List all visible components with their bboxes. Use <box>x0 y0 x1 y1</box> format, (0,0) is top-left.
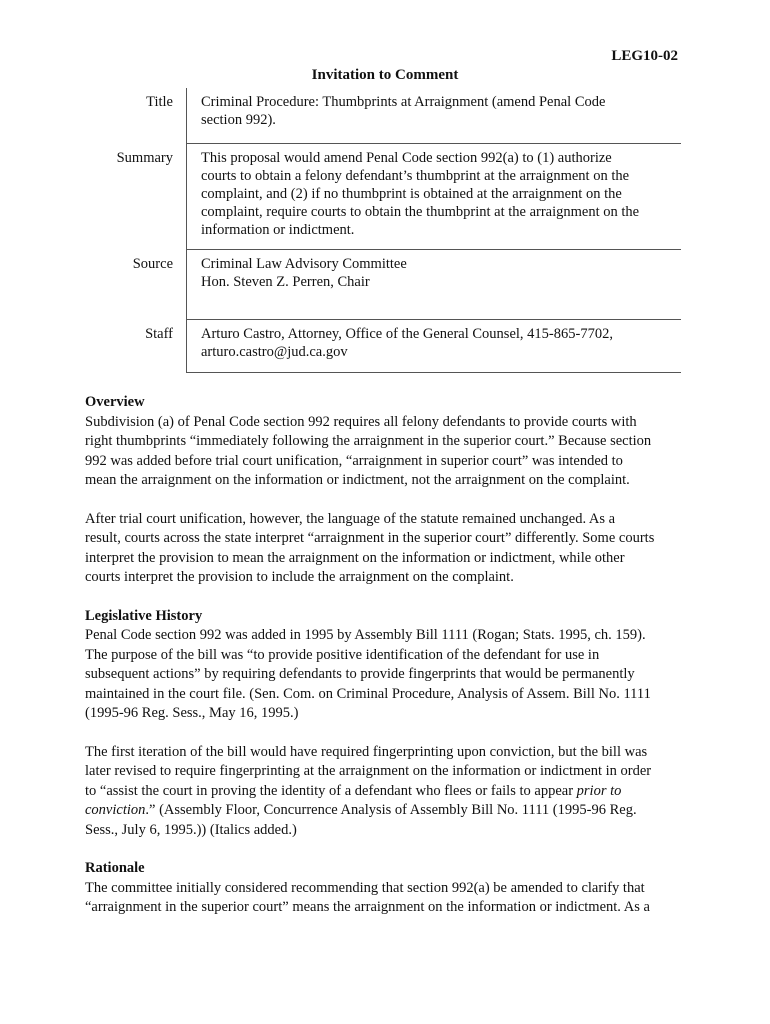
text-line: This proposal would amend Penal Code section 992(a) to (1) authorize <box>201 150 612 166</box>
section-heading-legislative-history: Legislative History <box>85 607 203 624</box>
text-line: The committee initially considered recommending that section 992(a) be amended to clarify that <box>85 879 645 896</box>
row-content-source <box>187 250 681 320</box>
text-line: 992 was added before trial court unification, “arraignment in superior court” was intended to <box>85 452 623 469</box>
text-line: Hon. Steven Z. Perren, Chair <box>201 274 370 290</box>
text-line: .” (Assembly Floor, Concurrence Analysis of Assembly Bill No. 1111 (1995-96 Reg. <box>145 802 637 818</box>
text-line: arturo.castro@jud.ca.gov <box>201 344 348 360</box>
text-line: Sess., July 6, 1995.)) (Italics added.) <box>85 821 297 838</box>
text-line: “arraignment in the superior court” means the arraignment on the information or indictment. As a <box>85 899 650 915</box>
text-line: result, courts across the state interpret “arraignment in the superior court” differently. Some courts <box>85 530 655 546</box>
summary-table <box>85 88 681 373</box>
italic-text: conviction <box>85 802 146 818</box>
text-line: information or indictment. <box>201 222 355 238</box>
row-label-title: Title <box>146 94 173 110</box>
text-line: maintained in the court file. (Sen. Com. on Criminal Procedure, Analysis of Assem. Bill No. 1111 <box>85 685 651 702</box>
text-line: After trial court unification, however, the language of the statute remained unchanged. As a <box>85 510 616 527</box>
text-line: right thumbprints “immediately following the arraignment in the superior court.” Because section <box>85 433 652 449</box>
text-line: (1995-96 Reg. Sess., May 16, 1995.) <box>85 705 299 721</box>
row-label-summary: Summary <box>116 150 173 166</box>
text-line: subsequent actions” by requiring defendants to provide fingerprints that would be permanently <box>85 666 635 682</box>
text-line: courts interpret the provision to include the arraignment on the complaint. <box>85 569 514 585</box>
paragraph <box>85 626 685 724</box>
text-line: Subdivision (a) of Penal Code section 992 requires all felony defendants to provide courts with <box>85 413 637 430</box>
row-label-staff: Staff <box>145 326 173 342</box>
paragraph <box>85 413 685 491</box>
text-line: later revised to require fingerprinting at the arraignment on the information or indictment in order <box>85 763 652 779</box>
paragraph <box>85 743 685 841</box>
table-row-title <box>85 88 681 144</box>
text-line: The first iteration of the bill would have required fingerprinting upon conviction, but the bill was <box>85 743 648 760</box>
paragraph <box>85 510 685 588</box>
text-line: complaint, require courts to obtain the thumbprint at the arraignment on the <box>201 204 640 220</box>
table-row-source <box>85 250 681 320</box>
italic-text: prior to <box>576 782 622 799</box>
text-line: Criminal Law Advisory Committee <box>201 256 407 272</box>
text-line: Arturo Castro, Attorney, Office of the General Counsel, 415-865-7702, <box>201 326 613 342</box>
text-line: section 992). <box>201 112 276 128</box>
row-content-summary <box>187 144 681 250</box>
page-title: Invitation to Comment <box>311 67 459 83</box>
text-line: mean the arraignment on the information or indictment, not the arraignment on the complaint. <box>85 472 630 488</box>
row-content-staff <box>187 320 681 373</box>
text-line: Penal Code section 992 was added in 1995 by Assembly Bill 1111 (Rogan; Stats. 1995, ch. 159). <box>85 627 646 643</box>
text-line: The purpose of the bill was “to provide positive identification of the defendant for use in <box>85 646 600 663</box>
row-content-title <box>187 88 681 144</box>
text-line: interpret the provision to mean the arraignment on the information or indictment, while other <box>85 549 625 566</box>
document-id: LEG10-02 <box>611 48 678 64</box>
table-row-summary <box>85 144 681 250</box>
text-line: courts to obtain a felony defendant’s thumbprint at the arraignment on the <box>201 168 630 184</box>
text-line: complaint, and (2) if no thumbprint is obtained at the arraignment on the <box>201 186 622 202</box>
paragraph <box>85 879 685 918</box>
table-row-staff <box>85 320 681 373</box>
row-label-source: Source <box>132 256 173 272</box>
text-line: to “assist the court in proving the identity of a defendant who flees or fails to appear <box>85 782 577 799</box>
document-body <box>85 393 685 937</box>
text-line: Criminal Procedure: Thumbprints at Arraignment (amend Penal Code <box>201 94 606 110</box>
section-heading-rationale: Rationale <box>85 860 145 876</box>
section-heading-overview: Overview <box>85 394 145 410</box>
